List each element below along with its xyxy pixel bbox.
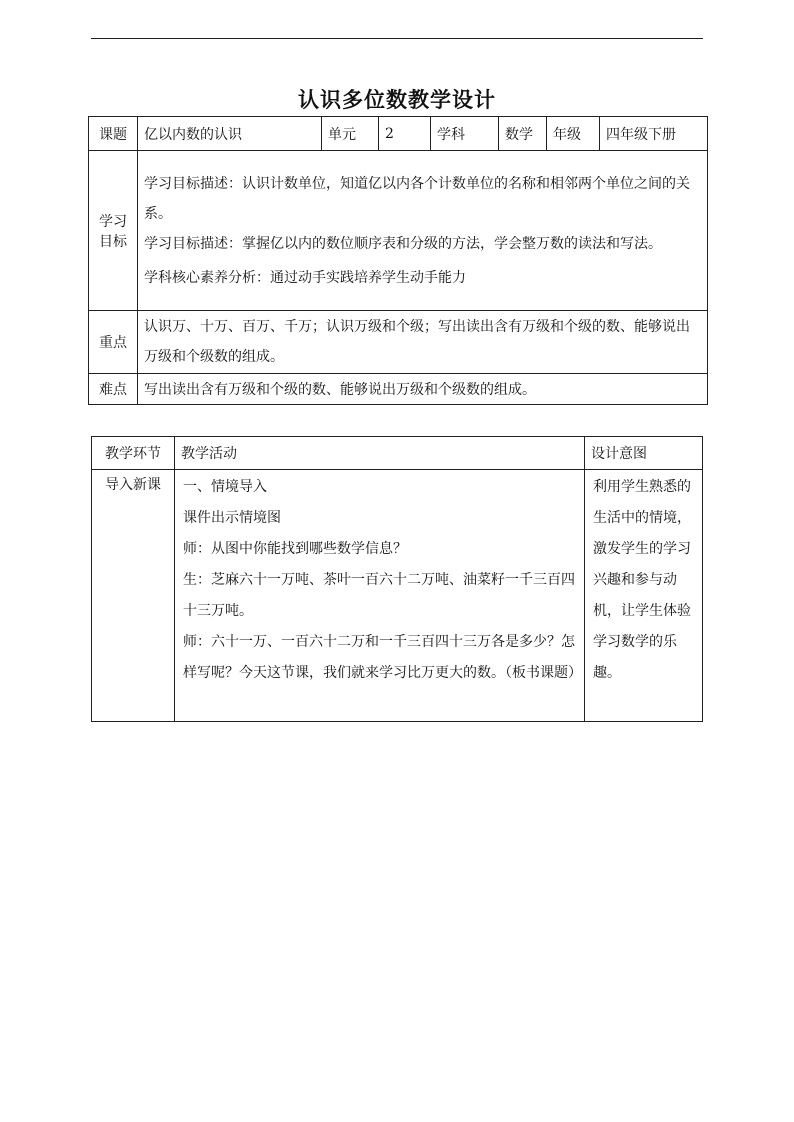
key-value: 认识万、十万、百万、千万；认识万级和个级；写出读出含有万级和个级的数、能够说出万级和个级数的组成。 <box>138 311 708 374</box>
info-row-difficulty <box>89 374 708 405</box>
difficulty-label: 难点 <box>89 374 138 405</box>
objectives-label-line2: 目标 <box>99 233 127 250</box>
info-row-objectives <box>89 151 708 311</box>
key-label: 重点 <box>89 311 138 374</box>
header-activity: 教学活动 <box>175 437 585 470</box>
process-row <box>92 470 703 722</box>
activity-1: 一、情境导入 <box>183 479 267 495</box>
objectives-label-line1: 学习 <box>99 213 127 230</box>
activity-4: 生：芝麻六十一万吨、茶叶一百六十二万吨、油菜籽一千三百四十三万吨。 <box>183 572 575 619</box>
info-row-key <box>89 311 708 374</box>
subject-value: 数学 <box>499 117 547 151</box>
topic-value: 亿以内数的认识 <box>138 117 322 151</box>
info-table <box>88 116 708 405</box>
objectives-label <box>89 151 138 311</box>
objective-3: 学科核心素养分析：通过动手实践培养学生动手能力 <box>144 269 466 286</box>
stage-cell: 导入新课 <box>92 470 175 722</box>
intent-text: 利用学生熟悉的生活中的情境，激发学生的学习兴趣和参与动机，让学生体验学习数学的乐趣。 <box>593 479 691 681</box>
grade-value: 四年级下册 <box>600 117 708 151</box>
activity-5: 师：六十一万、一百六十二万和一千三百四十三万各是多少？怎样写呢？今天这节课，我们就来学习比万更大的数。（板书课题） <box>183 634 582 681</box>
process-table <box>91 436 703 722</box>
activity-cell <box>175 470 585 722</box>
intent-cell <box>585 470 703 722</box>
difficulty-value: 写出读出含有万级和个级的数、能够说出万级和个级数的组成。 <box>138 374 708 405</box>
subject-label: 学科 <box>431 117 499 151</box>
grade-label: 年级 <box>547 117 600 151</box>
topic-label: 课题 <box>89 117 138 151</box>
header-rule <box>91 38 703 39</box>
activity-2: 课件出示情境图 <box>183 510 281 526</box>
unit-label: 单元 <box>322 117 379 151</box>
objectives-cell <box>138 151 708 311</box>
unit-value: 2 <box>379 117 431 151</box>
activity-3: 师：从图中你能找到哪些数学信息？ <box>183 541 407 557</box>
header-intent: 设计意图 <box>585 437 703 470</box>
header-stage: 教学环节 <box>92 437 175 470</box>
info-row-basic <box>89 117 708 151</box>
process-header-row <box>92 437 703 470</box>
objective-2: 学习目标描述：掌握亿以内的数位顺序表和分级的方法，学会整万数的读法和写法。 <box>144 235 662 252</box>
objective-1: 学习目标描述：认识计数单位，知道亿以内各个计数单位的名称和相邻两个单位之间的关系。 <box>144 175 690 222</box>
page-title: 认识多位数教学设计 <box>298 87 496 112</box>
